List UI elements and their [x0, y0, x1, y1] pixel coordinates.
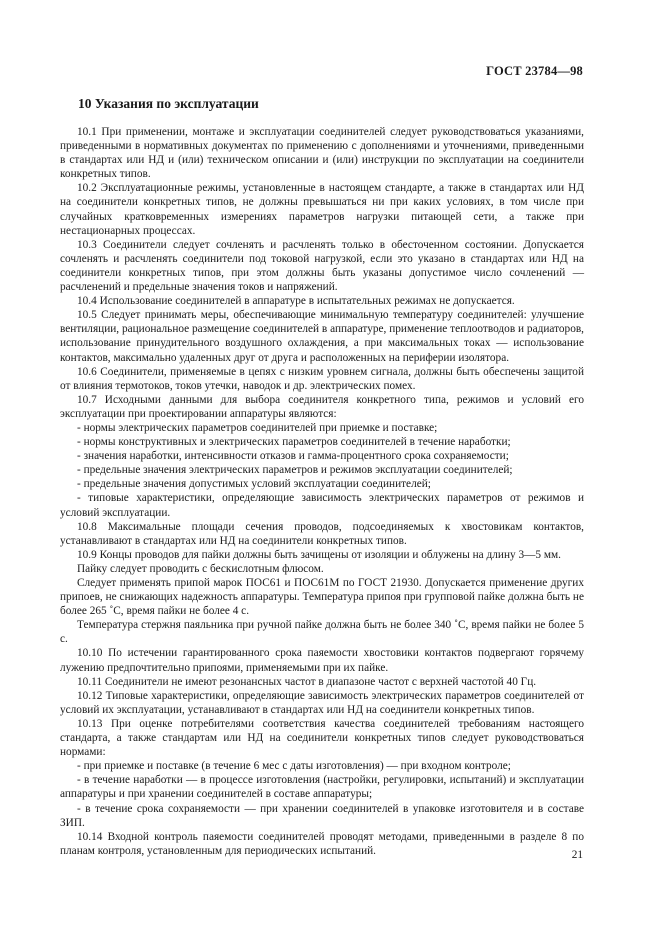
list-item: - нормы конструктивных и электрических параметров соединителей в течение наработки;: [77, 436, 511, 449]
list-item: - в течение наработки — в процессе изготовления (настройки, регулировки, испытаний) и эксплуатации аппаратуры и при хранении соединителей в составе аппаратуры;: [60, 774, 584, 801]
paragraph-10-6: 10.6 Соединители, применяемые в цепях с низким уровнем сигнала, должны быть обеспечены защитой от влияния термотоков, токов утечки, наводок и др. электрических помех.: [60, 365, 584, 392]
paragraph-10-7: 10.7 Исходными данными для выбора соединителя конкретного типа, режимов и условий его эксплуатации при проектировании аппаратуры являются:: [60, 393, 584, 420]
paragraph-10-12: 10.12 Типовые характеристики, определяющие зависимость электрических параметров соединителей от условий их эксплуатации, устанавливают в стандартах или НД на соединители конкретных типов.: [60, 689, 584, 716]
document-id: ГОСТ 23784—98: [486, 64, 583, 78]
paragraph-10-9: 10.9 Концы проводов для пайки должны быть зачищены от изоляции и облужены на длину 3—5 мм.: [77, 548, 562, 561]
list-item: - типовые характеристики, определяющие зависимость электрических параметров от режимов и условий эксплуатации.: [60, 492, 584, 519]
paragraph-10-3: 10.3 Соединители следует сочленять и расчленять только в обесточенном состоянии. Допускается сочленять и расчленять соединители под токовой нагрузкой, если это указано в стандартах или НД на соединители конкретных типов, при этом должны быть указаны допустимое число сочленений — расчленений и предельные значения токов и напряжений.: [60, 238, 584, 294]
paragraph-10-1: 10.1 При применении, монтаже и эксплуатации соединителей следует руководствоваться указаниями, приведенными в нормативных документах по применению с дополнениями и уточнениями, приведенными в стандартах или НД и (или) техническом описании и (или) инструкции по эксплуатации на соединители конкретных типов.: [60, 126, 584, 181]
list-item: - предельные значения допустимых условий эксплуатации соединителей;: [77, 478, 431, 491]
paragraph-10-11: 10.11 Соединители не имеют резонансных частот в диапазоне частот с верхней частотой 40 Гц.: [77, 675, 537, 688]
paragraph-10-13: 10.13 При оценке потребителями соответствия качества соединителей требованиям настоящего стандарта, а также стандартам или НД на соединители конкретных типов следует руководствоваться нормами:: [60, 717, 584, 759]
paragraph-10-4: 10.4 Использование соединителей в аппаратуре в испытательных режимах не допускается.: [77, 295, 515, 308]
paragraph-10-2: 10.2 Эксплуатационные режимы, установленные в настоящем стандарте, а также в стандартах или НД на соединители конкретных типов, не должны превышаться ни при каких условиях, в том числе при случайных кратковременных измерениях параметров нагрузки питающей сети, а также при нестационарных процессах.: [60, 182, 584, 237]
paragraph-iron-temperature: Температура стержня паяльника при ручной пайке должна быть не более 340 ˚С, время пайки не более 5 с.: [60, 619, 584, 646]
list-item: - значения наработки, интенсивности отказов и гамма-процентного срока сохраняемости;: [77, 450, 509, 463]
page-number: 21: [571, 849, 583, 861]
list-item: - при приемке и поставке (в течение 6 мес с даты изготовления) — при входном контроле;: [77, 760, 511, 773]
list-item: - в течение срока сохраняемости — при хранении соединителей в упаковке изготовителя и в составе ЗИП.: [60, 802, 584, 829]
section-title: 10 Указания по эксплуатации: [78, 96, 259, 111]
paragraph-10-10: 10.10 По истечении гарантированного срока паяемости хвостовики контактов подвергают горячему лужению предпочтительно припоями, применяемыми при их пайке.: [60, 647, 584, 674]
paragraph-10-8: 10.8 Максимальные площади сечения проводов, подсоединяемых к хвостовикам контактов, устанавливают в стандартах или НД на соединители конкретных типов.: [60, 520, 584, 547]
document-body: [60, 125, 584, 858]
paragraph-solder-grades: Следует применять припой марок ПОС61 и ПОС61М по ГОСТ 21930. Допускается применение других припоев, не снижающих надежность аппаратуры. Температура припоя при групповой пайке должна быть не более 265 ˚С, время пайки не более 4 с.: [60, 577, 584, 618]
paragraph-10-5: 10.5 Следует принимать меры, обеспечивающие минимальную температуру соединителей: улучшение вентиляции, рациональное размещение соединителей в аппаратуре, применение теплоотводов и радиаторов, использование принудительного воздушного охлаждения, а при максимальных токах — использование контактов, максимально удаленных друг от друга и расположенных на периферии изолятора.: [60, 309, 584, 364]
paragraph-soldering-flux: Пайку следует проводить с бескислотным флюсом.: [77, 562, 324, 575]
paragraph-10-14: 10.14 Входной контроль паяемости соединителей проводят методами, приведенными в разделе 8 по планам контроля, установленным для периодических испытаний.: [60, 830, 584, 857]
list-item: - предельные значения электрических параметров и режимов эксплуатации соединителей;: [77, 464, 513, 477]
list-item: - нормы электрических параметров соединителей при приемке и поставке;: [77, 421, 438, 434]
